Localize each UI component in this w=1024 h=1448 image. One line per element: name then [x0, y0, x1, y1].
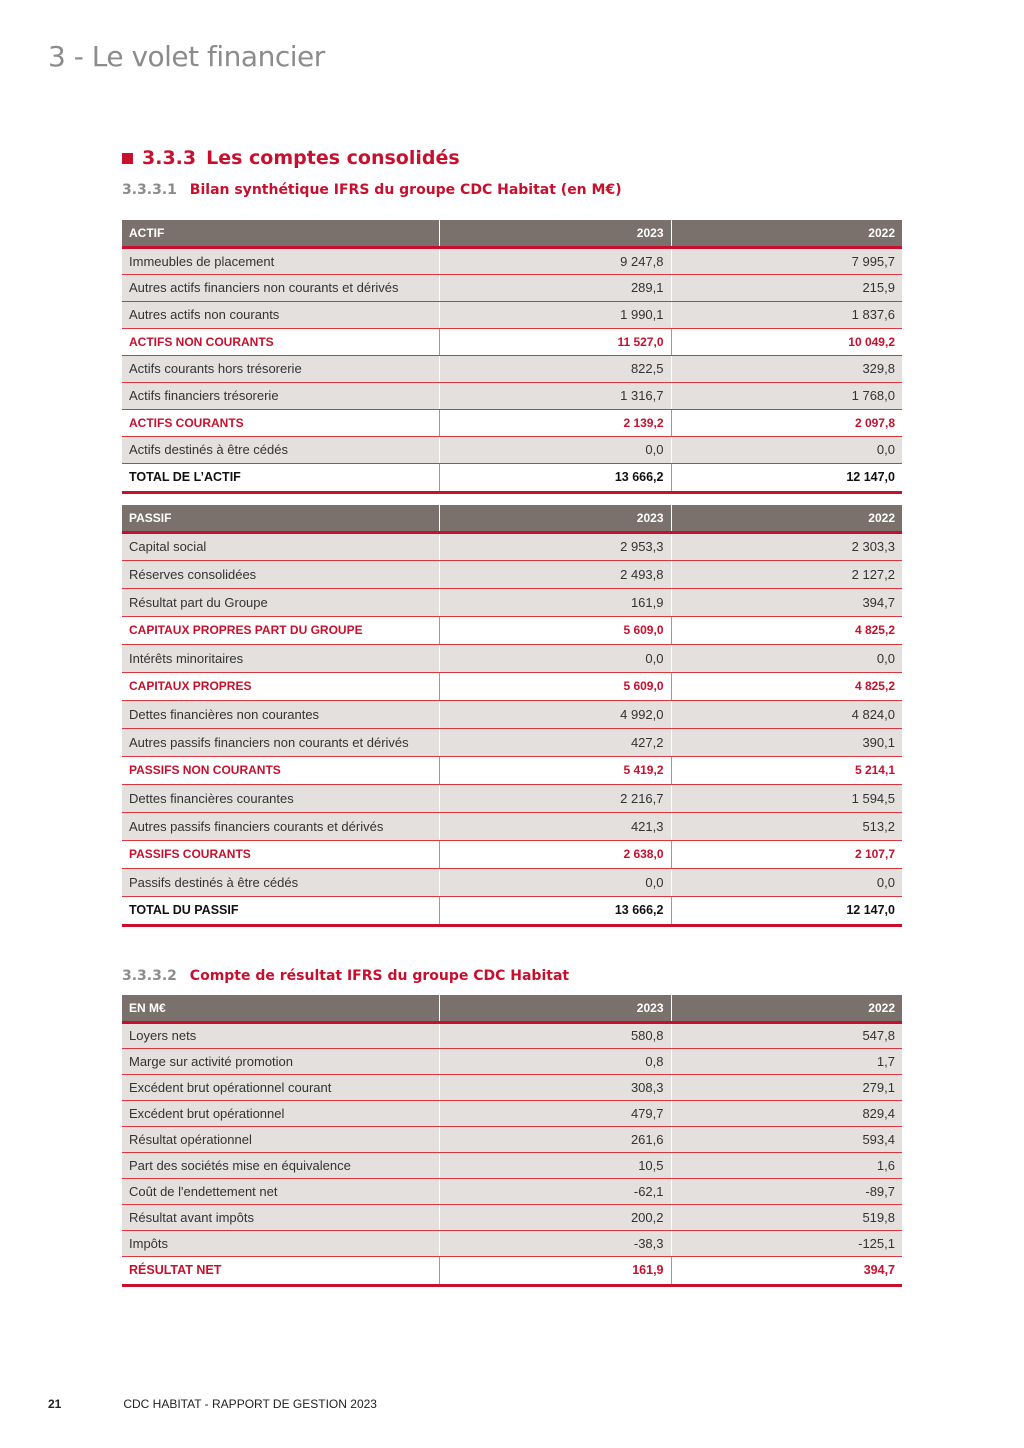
table-row [122, 382, 902, 409]
value-2022: 2 107,7 [671, 840, 902, 868]
value-2022: 7 995,7 [671, 247, 902, 274]
row-label: Autres actifs financiers non courants et dérivés [122, 274, 439, 301]
total-row [122, 463, 902, 492]
section-title: Les comptes consolidés [206, 147, 460, 169]
subtotal-row [122, 840, 902, 868]
value-2022: 2 097,8 [671, 409, 902, 436]
value-2023: 289,1 [439, 274, 671, 301]
row-label: CAPITAUX PROPRES PART DU GROUPE [122, 616, 439, 644]
value-2022: 1,6 [671, 1152, 902, 1178]
value-2023: 5 609,0 [439, 616, 671, 644]
table-row [122, 1152, 902, 1178]
value-2022: 215,9 [671, 274, 902, 301]
value-2023: 11 527,0 [439, 328, 671, 355]
row-label: TOTAL DE L’ACTIF [122, 463, 439, 492]
row-label: Résultat part du Groupe [122, 588, 439, 616]
table-row [122, 728, 902, 756]
row-label: Excédent brut opérationnel courant [122, 1074, 439, 1100]
chapter-title: 3 - Le volet financier [48, 40, 325, 73]
value-2022: 829,4 [671, 1100, 902, 1126]
value-2023: 0,0 [439, 644, 671, 672]
value-2023: 4 992,0 [439, 700, 671, 728]
footer-text: CDC HABITAT - RAPPORT DE GESTION 2023 [123, 1397, 377, 1411]
section-bullet-icon [122, 153, 133, 164]
value-2023: 427,2 [439, 728, 671, 756]
column-header-2023: 2023 [439, 220, 671, 247]
column-header-2022: 2022 [671, 505, 902, 532]
column-header-2022: 2022 [671, 220, 902, 247]
table-row [122, 644, 902, 672]
column-header-label: PASSIF [122, 505, 439, 532]
table-row [122, 1022, 902, 1048]
value-2023: -38,3 [439, 1230, 671, 1256]
value-2022: 329,8 [671, 355, 902, 382]
row-label: Excédent brut opérationnel [122, 1100, 439, 1126]
row-label: Intérêts minoritaires [122, 644, 439, 672]
table-header-row [122, 995, 902, 1022]
table-row [122, 1100, 902, 1126]
row-label: Résultat avant impôts [122, 1204, 439, 1230]
row-label: Réserves consolidées [122, 560, 439, 588]
value-2023: 2 953,3 [439, 532, 671, 560]
value-2022: 0,0 [671, 644, 902, 672]
value-2022: -89,7 [671, 1178, 902, 1204]
value-2022: 4 825,2 [671, 616, 902, 644]
value-2023: 2 638,0 [439, 840, 671, 868]
value-2023: 9 247,8 [439, 247, 671, 274]
table-row [122, 868, 902, 896]
value-2022: 5 214,1 [671, 756, 902, 784]
row-label: Autres actifs non courants [122, 301, 439, 328]
value-2023: 0,8 [439, 1048, 671, 1074]
value-2023: 200,2 [439, 1204, 671, 1230]
table-row [122, 700, 902, 728]
value-2022: 394,7 [671, 588, 902, 616]
row-label: ACTIFS COURANTS [122, 409, 439, 436]
section-number: 3.3.3 [142, 147, 197, 169]
table-row [122, 532, 902, 560]
column-header-label: ACTIF [122, 220, 439, 247]
table-row [122, 1048, 902, 1074]
column-header-2023: 2023 [439, 505, 671, 532]
row-label: PASSIFS NON COURANTS [122, 756, 439, 784]
table-row [122, 355, 902, 382]
value-2023: 580,8 [439, 1022, 671, 1048]
table-row [122, 560, 902, 588]
value-2022: 0,0 [671, 868, 902, 896]
value-2022: 10 049,2 [671, 328, 902, 355]
passif-table [122, 505, 902, 927]
row-label: RÉSULTAT NET [122, 1256, 439, 1285]
row-label: Impôts [122, 1230, 439, 1256]
column-header-label: EN M€ [122, 995, 439, 1022]
subtotal-row [122, 756, 902, 784]
value-2023: 308,3 [439, 1074, 671, 1100]
table-row [122, 436, 902, 463]
value-2023: 1 316,7 [439, 382, 671, 409]
value-2022: 2 303,3 [671, 532, 902, 560]
row-label: Autres passifs financiers courants et dérivés [122, 812, 439, 840]
value-2022: 513,2 [671, 812, 902, 840]
table-row [122, 1178, 902, 1204]
subsection-number: 3.3.3.1 [122, 182, 177, 198]
table-row [122, 812, 902, 840]
row-label: Immeubles de placement [122, 247, 439, 274]
row-label: Résultat opérationnel [122, 1126, 439, 1152]
table-row [122, 1204, 902, 1230]
value-2022: 4 825,2 [671, 672, 902, 700]
row-label: Loyers nets [122, 1022, 439, 1048]
value-2022: 390,1 [671, 728, 902, 756]
value-2023: 479,7 [439, 1100, 671, 1126]
subtotal-row [122, 409, 902, 436]
value-2022: 593,4 [671, 1126, 902, 1152]
row-label: Actifs courants hors trésorerie [122, 355, 439, 382]
subsection-number: 3.3.3.2 [122, 968, 177, 984]
table-row [122, 784, 902, 812]
value-2023: 5 419,2 [439, 756, 671, 784]
value-2022: 12 147,0 [671, 463, 902, 492]
value-2023: 0,0 [439, 436, 671, 463]
value-2022: -125,1 [671, 1230, 902, 1256]
row-label: Capital social [122, 532, 439, 560]
table-row [122, 588, 902, 616]
subsection-heading-resultat [122, 968, 569, 984]
subsection-heading-bilan [122, 182, 622, 198]
subtotal-row [122, 672, 902, 700]
value-2022: 2 127,2 [671, 560, 902, 588]
value-2022: 1 837,6 [671, 301, 902, 328]
value-2023: 822,5 [439, 355, 671, 382]
row-label: Passifs destinés à être cédés [122, 868, 439, 896]
value-2022: 1 594,5 [671, 784, 902, 812]
row-label: TOTAL DU PASSIF [122, 896, 439, 925]
value-2022: 1,7 [671, 1048, 902, 1074]
row-label: Actifs financiers trésorerie [122, 382, 439, 409]
value-2023: 0,0 [439, 868, 671, 896]
subtotal-row [122, 328, 902, 355]
value-2023: 421,3 [439, 812, 671, 840]
total-row [122, 1256, 902, 1285]
row-label: Autres passifs financiers non courants et dérivés [122, 728, 439, 756]
section-heading [122, 147, 460, 169]
column-header-2023: 2023 [439, 995, 671, 1022]
value-2023: 1 990,1 [439, 301, 671, 328]
subsection-title: Compte de résultat IFRS du groupe CDC Habitat [189, 968, 570, 984]
row-label: Actifs destinés à être cédés [122, 436, 439, 463]
page-footer [48, 1397, 377, 1411]
row-label: Part des sociétés mise en équivalence [122, 1152, 439, 1178]
value-2022: 0,0 [671, 436, 902, 463]
total-row [122, 896, 902, 925]
value-2022: 279,1 [671, 1074, 902, 1100]
table-row [122, 1126, 902, 1152]
value-2022: 519,8 [671, 1204, 902, 1230]
row-label: Dettes financières non courantes [122, 700, 439, 728]
row-label: PASSIFS COURANTS [122, 840, 439, 868]
value-2023: 261,6 [439, 1126, 671, 1152]
value-2023: 2 139,2 [439, 409, 671, 436]
value-2022: 4 824,0 [671, 700, 902, 728]
value-2023: 161,9 [439, 588, 671, 616]
value-2023: 10,5 [439, 1152, 671, 1178]
table-row [122, 1074, 902, 1100]
page-number: 21 [48, 1397, 62, 1411]
table-row [122, 1230, 902, 1256]
table-header-row [122, 505, 902, 532]
row-label: ACTIFS NON COURANTS [122, 328, 439, 355]
subtotal-row [122, 616, 902, 644]
column-header-2022: 2022 [671, 995, 902, 1022]
table-row [122, 274, 902, 301]
value-2022: 547,8 [671, 1022, 902, 1048]
subsection-title: Bilan synthétique IFRS du groupe CDC Habitat (en M€) [189, 182, 622, 198]
value-2023: 5 609,0 [439, 672, 671, 700]
value-2022: 12 147,0 [671, 896, 902, 925]
row-label: Coût de l'endettement net [122, 1178, 439, 1204]
value-2023: 161,9 [439, 1256, 671, 1285]
table-row [122, 247, 902, 274]
value-2023: 2 493,8 [439, 560, 671, 588]
value-2022: 394,7 [671, 1256, 902, 1285]
value-2023: 13 666,2 [439, 896, 671, 925]
value-2023: -62,1 [439, 1178, 671, 1204]
row-label: CAPITAUX PROPRES [122, 672, 439, 700]
actif-table [122, 220, 902, 494]
row-label: Marge sur activité promotion [122, 1048, 439, 1074]
value-2023: 2 216,7 [439, 784, 671, 812]
value-2022: 1 768,0 [671, 382, 902, 409]
table-header-row [122, 220, 902, 247]
resultat-table [122, 995, 902, 1287]
table-row [122, 301, 902, 328]
value-2023: 13 666,2 [439, 463, 671, 492]
row-label: Dettes financières courantes [122, 784, 439, 812]
